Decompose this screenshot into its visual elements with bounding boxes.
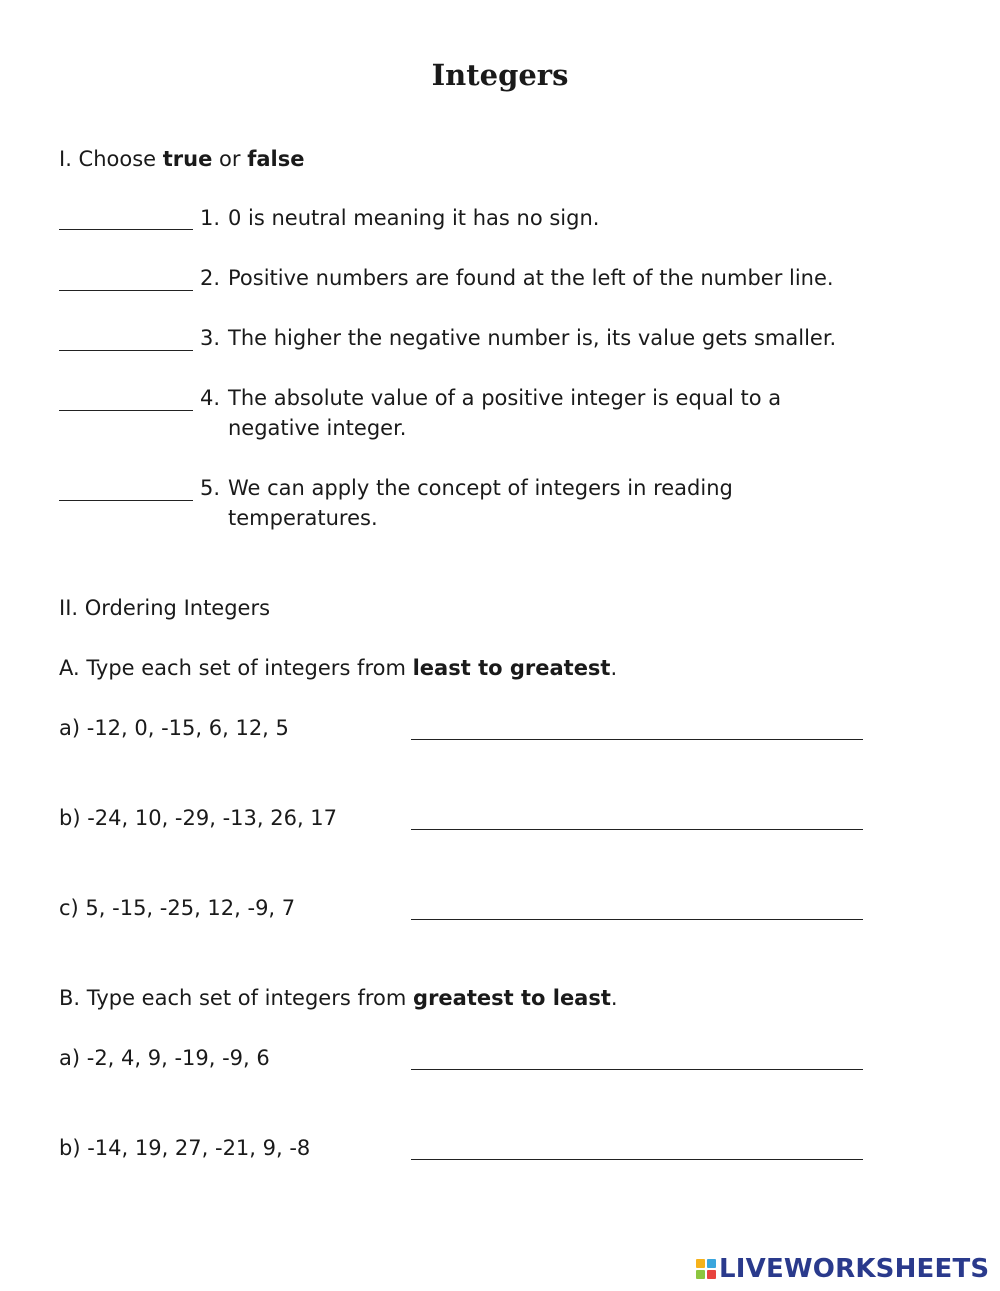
tf-item-5: 5. We can apply the concept of integers in reading temperatures.: [200, 476, 733, 530]
tf-item-3: 3. The higher the negative number is, its value gets smaller.: [200, 326, 837, 350]
logo-square-i: [707, 1259, 716, 1268]
logo-square-l: [696, 1259, 705, 1268]
section2-heading: II. Ordering Integers: [59, 596, 271, 620]
part-b-answer-b[interactable]: [411, 1133, 863, 1160]
part-a-answer-c[interactable]: [411, 893, 863, 920]
tf-item-1: 1. 0 is neutral meaning it has no sign.: [200, 206, 600, 230]
part-a-set-c: c) 5, -15, -25, 12, -9, 7: [59, 896, 296, 920]
part-b-answer-a[interactable]: [411, 1043, 863, 1070]
liveworksheets-logo: [696, 1252, 989, 1286]
tf-item-2: 2. Positive numbers are found at the left of the number line.: [200, 266, 834, 290]
answer-blank-1[interactable]: [59, 205, 193, 230]
part-a-set-b: b) -24, 10, -29, -13, 26, 17: [59, 806, 338, 830]
brand-name: LIVEWORKSHEETS: [719, 1254, 990, 1284]
part-b-set-b: b) -14, 19, 27, -21, 9, -8: [59, 1136, 311, 1160]
logo-square-e: [707, 1270, 716, 1279]
logo-square-v: [696, 1270, 705, 1279]
part-a-answer-a[interactable]: [411, 713, 863, 740]
part-b-instruction: B. Type each set of integers from greatest to least.: [59, 986, 618, 1010]
part-b-set-a: a) -2, 4, 9, -19, -9, 6: [59, 1046, 270, 1070]
answer-blank-4[interactable]: [59, 386, 193, 411]
part-a-answer-b[interactable]: [411, 803, 863, 830]
answer-blank-3[interactable]: [59, 326, 193, 351]
part-a-set-a: a) -12, 0, -15, 6, 12, 5: [59, 716, 289, 740]
section1-heading: I. Choose true or false: [59, 147, 305, 171]
worksheet-title: Integers: [431, 58, 569, 92]
answer-blank-5[interactable]: [59, 476, 193, 501]
answer-blank-2[interactable]: [59, 266, 193, 291]
part-a-instruction: A. Type each set of integers from least to greatest.: [59, 656, 618, 680]
tf-item-4: 4. The absolute value of a positive integer is equal to a negative integer.: [200, 386, 782, 440]
logo-mark-icon: [696, 1259, 716, 1279]
